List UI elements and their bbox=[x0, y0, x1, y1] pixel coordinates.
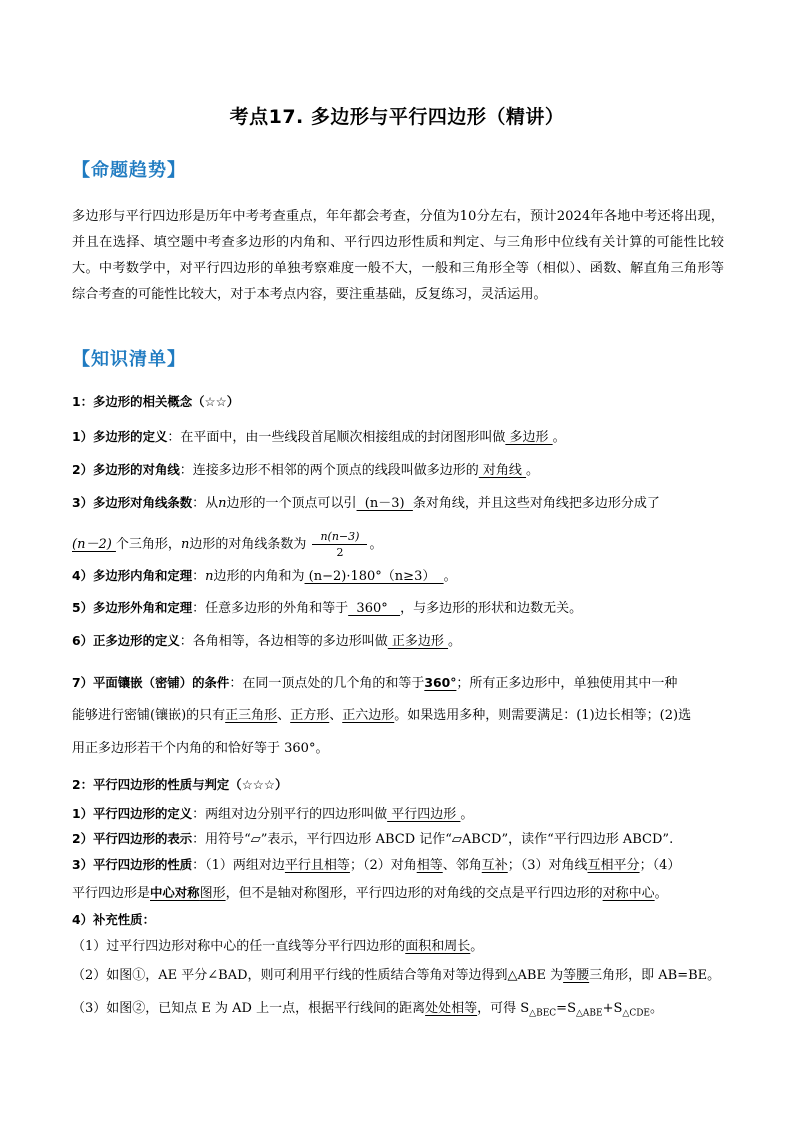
tessellation-line1: 7）平面镶嵌（密铺）的条件：在同一顶点处的几个角的和等于360°；所有正多边形中，单独使用其中一种 bbox=[72, 675, 678, 691]
section-heading-trend: 【命题趋势】 bbox=[72, 160, 186, 181]
supplementary-heading: 4）补充性质： bbox=[72, 912, 155, 927]
diagonal-count-line1: 3）多边形对角线条数：从n边形的一个顶点可以引 (n－3) 条对角线，并且这些对角线把多边形分成了 bbox=[72, 495, 660, 511]
supplementary-2: （2）如图①，AE 平分∠BAD，则可利用平行线的性质结合等角对等边得到△ABE 为等腰三角形，即 AB=BE。 bbox=[72, 968, 721, 983]
trend-paragraph: 多边形与平行四边形是历年中考考查重点，年年都会考查，分值为10分左右，预计2024年各地中考还将出现，并且在选择、填空题中考查多边形的内角和、平行四边形性质和判定、与三角形中位线有关计算的可能性比较大。中考数学中，对平行四边形的单独考察难度一般不大，一般和三角形全等（相似）、函数、解直角三角形等综合考查的可能性比较大，对于本考点内容，要注重基础，反复练习，灵活运用。 bbox=[72, 209, 724, 302]
diagonal-count-line2: (n－2) 个三角形，n边形的对角线条数为 $\frac{n(n-3)}{2}$ 。 bbox=[72, 530, 383, 559]
exterior-angle-theorem: 5）多边形外角和定理：任意多边形的外角和等于 360° ，与多边形的形状和边数无关。 bbox=[72, 600, 583, 616]
polygon-definition: 1）多边形的定义：在平面中，由一些线段首尾顺次相接组成的封闭图形叫做 多边形 。 bbox=[72, 429, 566, 445]
tessellation-line3: 用正多边形若干个内角的和恰好等于 360°。 bbox=[72, 741, 329, 756]
section-heading-knowledge: 【知识清单】 bbox=[72, 349, 186, 370]
supplementary-3: （3）如图②，已知点 E 为 AD 上一点，根据平行线间的距离处处相等，可得 $S_{\triangle BEC}=S_{\triangle ABE}+S_{\triangle CDE}$。 bbox=[72, 1001, 664, 1019]
parallelogram-definition: 1）平行四边形的定义：两组对边分别平行的四边形叫做 平行四边形 。 bbox=[72, 806, 474, 822]
page-title: 考点17. 多边形与平行四边形（精讲） bbox=[229, 106, 565, 128]
part2-heading: 2：平行四边形的性质与判定（☆☆☆） bbox=[72, 777, 288, 792]
diagonal-fraction: $\frac{n(n-3)}{2}$ bbox=[312, 530, 367, 559]
tessellation-line2: 能够进行密铺(镶嵌)的只有正三角形、正方形、正六边形。如果选用多种，则需要满足：(1)边长相等；(2)选 bbox=[72, 708, 692, 723]
supplementary-1: （1）过平行四边形对称中心的任一直线等分平行四边形的面积和周长。 bbox=[72, 939, 484, 954]
regular-polygon-definition: 6）正多边形的定义：各角相等，各边相等的多边形叫做 正多边形 。 bbox=[72, 633, 462, 649]
diagonal-definition: 2）多边形的对角线：连接多边形不相邻的两个顶点的线段叫做多边形的 对角线 。 bbox=[72, 462, 540, 478]
interior-angle-theorem: 4）多边形内角和定理：n边形的内角和为 (n−2)·180°（n≥3） 。 bbox=[72, 568, 457, 584]
part1-heading: 1：多边形的相关概念（☆☆） bbox=[72, 394, 240, 409]
parallelogram-notation: 2）平行四边形的表示：用符号“▱”表示，平行四边形 ABCD 记作“▱ABCD”，读作“平行四边形 ABCD”. bbox=[72, 831, 674, 847]
parallelogram-properties-line1: 3）平行四边形的性质：（1）两组对边平行且相等；（2）对角相等、邻角互补；（3）对角线互相平分；（4） bbox=[72, 857, 681, 873]
parallelogram-properties-line2: 平行四边形是中心对称图形，但不是轴对称图形，平行四边形的对角线的交点是平行四边形的对称中心。 bbox=[72, 885, 668, 901]
